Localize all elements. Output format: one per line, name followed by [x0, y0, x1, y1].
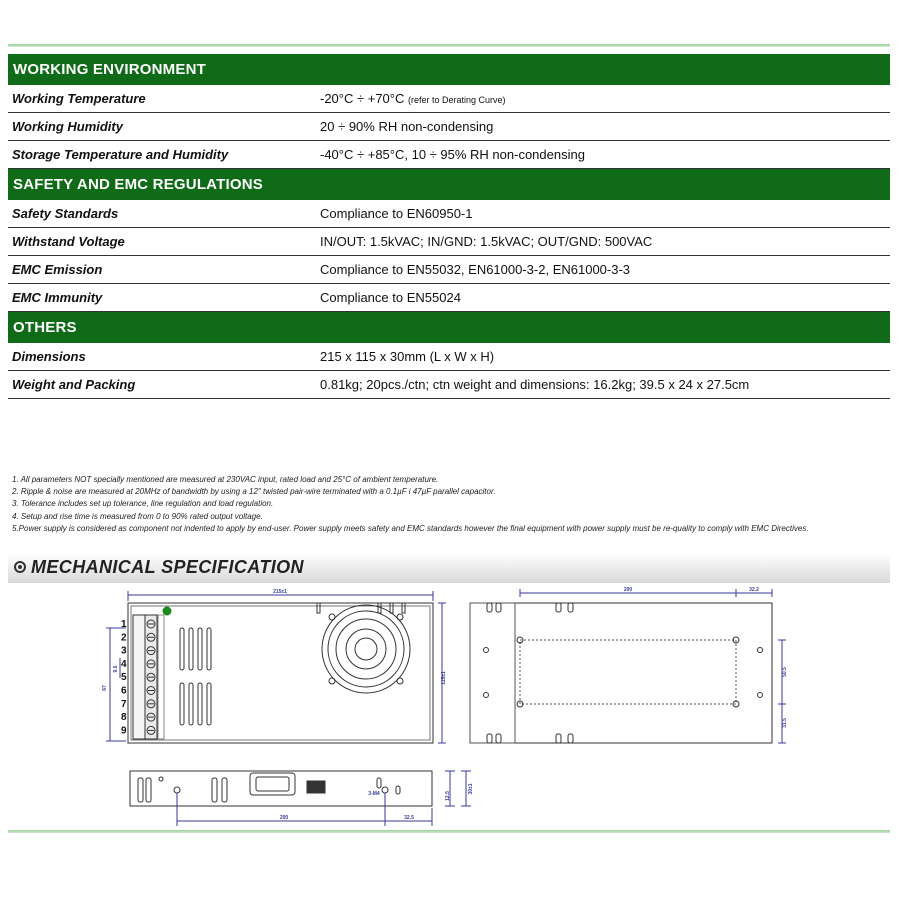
spec-row — [8, 200, 890, 228]
target-icon — [14, 561, 26, 573]
terminal-number: 5 — [121, 672, 127, 684]
dim-label: 12.5 — [445, 791, 451, 801]
terminal-number: 2 — [121, 632, 127, 644]
terminal-number: 8 — [121, 712, 127, 724]
spec-label: Weight and Packing — [12, 377, 136, 392]
footnote: 5.Power supply is considered as component not indented to apply by end-user. Power supply meets safety and EMC standards however the final equipment with power supply must be re-quality to comply with EMC Directives. — [12, 523, 809, 533]
mechanical-section-header — [8, 553, 890, 583]
spec-label: Safety Standards — [12, 206, 119, 221]
spec-value: 215 x 115 x 30mm (L x W x H) — [320, 349, 495, 364]
spec-row — [8, 256, 890, 284]
spec-row — [8, 141, 890, 169]
spec-value: -40°C ÷ +85°C, 10 ÷ 95% RH non-condensing — [320, 147, 585, 162]
spec-row — [8, 85, 890, 113]
mechanical-drawing — [0, 583, 900, 828]
dim-label: 115±1 — [441, 671, 447, 685]
terminal-number: 1 — [121, 619, 127, 630]
dim-label: 50.5 — [782, 667, 788, 677]
spec-value: Compliance to EN55024 — [320, 290, 461, 305]
dim-label: 9.5 — [113, 665, 119, 673]
spec-table — [8, 54, 890, 399]
top-view — [470, 603, 772, 743]
terminal-number: 7 — [121, 698, 127, 710]
spec-note: (refer to Derating Curve) — [408, 95, 506, 105]
terminal-number: 3 — [121, 645, 127, 657]
spec-value: 20 ÷ 90% RH non-condensing — [320, 119, 494, 134]
mechanical-title: MECHANICAL SPECIFICATION — [31, 557, 304, 577]
footnote: 3. Tolerance includes set up tolerance, line regulation and load regulation. — [12, 499, 274, 509]
section-header-working-environment: WORKING ENVIRONMENT — [8, 54, 890, 85]
spec-label: Withstand Voltage — [12, 234, 125, 249]
spec-value: -20°C ÷ +70°C (refer to Derating Curve) — [320, 91, 506, 106]
section-header-others: OTHERS — [8, 312, 890, 343]
spec-value: Compliance to EN60950-1 — [320, 206, 473, 221]
spec-label: Storage Temperature and Humidity — [12, 147, 229, 162]
spec-value: Compliance to EN55032, EN61000-3-2, EN61000-3-3 — [320, 262, 631, 277]
spec-label: EMC Immunity — [12, 290, 103, 305]
front-view — [128, 603, 433, 743]
dim-label: 215±1 — [273, 589, 287, 595]
dim-label: 67 — [102, 685, 108, 691]
dim-label: 32.5 — [404, 815, 414, 821]
side-view — [130, 771, 432, 806]
spec-label: Working Temperature — [12, 91, 146, 106]
spec-row — [8, 371, 890, 399]
bottom-divider — [8, 830, 890, 833]
terminal-number: 9 — [121, 725, 127, 737]
footnote: 1. All parameters NOT specially mentioned are measured at 230VAC input, rated load and 25°C of ambient temperature. — [12, 475, 439, 484]
dim-label: 200 — [623, 587, 633, 593]
top-divider — [8, 44, 890, 47]
spec-value: 0.81kg; 20pcs./ctn; ctn weight and dimensions: 16.2kg; 39.5 x 24 x 27.5cm — [320, 377, 750, 392]
footnotes — [12, 474, 888, 535]
dim-label: 200 — [279, 815, 289, 821]
spec-label: Dimensions — [12, 349, 86, 364]
dim-label: 32.2 — [749, 587, 759, 593]
footnote: 2. Ripple & noise are measured at 20MHz of bandwidth by using a 12" twisted pair-wire terminated with a 0.1µF i 47µF parallel capacitor. — [12, 487, 496, 497]
section-header-safety-emc: SAFETY AND EMC REGULATIONS — [8, 169, 890, 200]
terminal-number: 6 — [121, 685, 127, 697]
dim-label: 30±1 — [468, 783, 474, 795]
terminal-number: 4 — [121, 658, 127, 670]
footnote: 4. Setup and rise time is measured from 0 to 90% rated output voltage. — [12, 511, 263, 521]
dim-label: 3-M4 — [368, 791, 380, 797]
spec-value: IN/OUT: 1.5kVAC; IN/GND: 1.5kVAC; OUT/GND: 500VAC — [320, 234, 653, 249]
spec-label: EMC Emission — [12, 262, 103, 277]
spec-row — [8, 228, 890, 256]
spec-row — [8, 343, 890, 371]
spec-row — [8, 113, 890, 141]
dim-label: 31.5 — [782, 718, 788, 728]
spec-label: Working Humidity — [12, 119, 123, 134]
spec-row — [8, 284, 890, 312]
